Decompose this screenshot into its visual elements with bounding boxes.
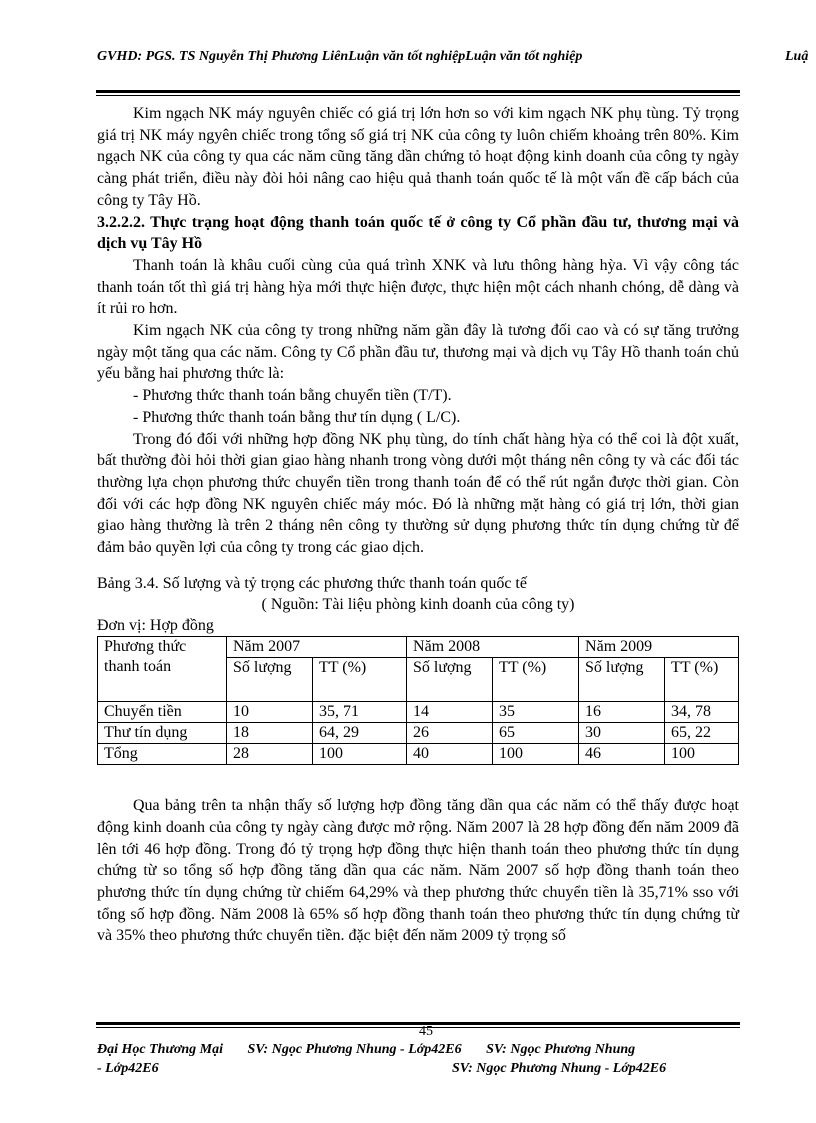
paragraph-2: Thanh toán là khâu cuối cùng của quá trình XNK và lưu thông hàng hỳa. Vì vậy công tác thanh toán tốt thì giá trị hàng hỳa mới thực hiện được, thực hiện một cách nhanh chóng, dễ dàng và ít rủi ro hơn.	[97, 256, 739, 318]
cell: 100	[313, 744, 407, 765]
list-item-lc: - Phương thức thanh toán bằng thư tín dụng ( L/C).	[133, 408, 461, 426]
cell: 14	[407, 702, 493, 723]
cell: 26	[407, 723, 493, 744]
subheader-count: Số lượng	[579, 658, 665, 702]
table-unit: Đơn vị: Hợp đồng	[97, 617, 214, 635]
cell: 18	[227, 723, 313, 744]
footer-student-text: SV: Ngọc Phương Nhung - Lớp42E6	[452, 1061, 667, 1076]
cell: 46	[579, 744, 665, 765]
subheader-pct: TT (%)	[313, 658, 407, 702]
cell: 16	[579, 702, 665, 723]
header-right-text: Luậ	[785, 49, 809, 64]
subheader-pct: TT (%)	[493, 658, 579, 702]
table-source: ( Nguồn: Tài liệu phòng kinh doanh của công ty)	[261, 596, 575, 614]
cell: 34, 78	[665, 702, 739, 723]
paragraph-4: Trong đó đối với những hợp đồng NK phụ tùng, do tính chất hàng hỳa có thể coi là đột xuất, bất thường đòi hỏi thời gian giao hàng nhanh trong vòng dưới một tháng nên công ty và các đối tác thường lựa chọn phương thức chuyển tiền trong thanh toán để có thể rút ngắn được thời gian. Còn đối với các hợp đồng NK nguyên chiếc máy móc. Đó là những mặt hàng có giá trị lớn, thời gian giao hàng thường là trên 2 tháng nên công ty thường sử dụng phương thức tín dụng chứng từ để đảm bảo quyền lợi của công ty trong các giao dịch.	[97, 430, 739, 557]
row-method: Thư tín dụng	[98, 723, 227, 744]
footer-class-text: - Lớp42E6	[97, 1061, 159, 1076]
page-number: 45	[419, 1024, 433, 1039]
header-year-2007: Năm 2007	[227, 637, 407, 658]
cell: 40	[407, 744, 493, 765]
row-method: Tổng	[98, 744, 227, 765]
header-left-text: GVHD: PGS. TS Nguyễn Thị Phương LiênLuận văn tốt nghiệpLuận văn tốt nghiệp	[97, 49, 583, 64]
cell: 35	[493, 702, 579, 723]
footer-line-1: Đại Học Thương Mại SV: Ngọc Phương Nhung - Lớp42E6 SV: Ngọc Phương Nhung	[97, 1042, 636, 1057]
cell: 28	[227, 744, 313, 765]
page-header	[97, 49, 816, 65]
subheader-pct: TT (%)	[665, 658, 739, 702]
section-heading: 3.2.2.2. Thực trạng hoạt động thanh toán quốc tế ở công ty Cổ phần đầu tư, thương mại và dịch vụ Tây Hồ	[97, 213, 739, 253]
table-header-row	[98, 637, 739, 658]
cell: 65	[493, 723, 579, 744]
cell: 100	[493, 744, 579, 765]
subheader-count: Số lượng	[227, 658, 313, 702]
cell: 65, 22	[665, 723, 739, 744]
payment-methods-table	[97, 636, 739, 765]
cell: 10	[227, 702, 313, 723]
table-row	[98, 744, 739, 765]
paragraph-3: Kim ngạch NK của công ty trong những năm gần đây là tương đối cao và có sự tăng trưởng ngày một tăng qua các năm. Công ty Cổ phần đầu tư, thương mại và dịch vụ Tây Hồ thanh toán chủ yếu bằng hai phương thức là:	[97, 322, 739, 383]
cell: 35, 71	[313, 702, 407, 723]
page-footer	[97, 1040, 757, 1078]
header-method: Phương thức thanh toán	[98, 637, 227, 702]
table-row	[98, 723, 739, 744]
table-row	[98, 702, 739, 723]
cell: 100	[665, 744, 739, 765]
list-item-transfer: - Phương thức thanh toán bằng chuyển tiền (T/T).	[133, 387, 452, 405]
cell: 30	[579, 723, 665, 744]
paragraph-1: Kim ngạch NK máy nguyên chiếc có giá trị lớn hơn so với kim ngạch NK phụ tùng. Tỷ trọng giá trị NK máy ngyên chiếc trong tổng số giá trị NK của công ty luôn chiếm khoảng trên 80%. Kim ngạch NK của công ty qua các năm cũng tăng dần chứng tỏ hoạt động kinh doanh của công ty ngày càng phát triển, điều này đòi hỏi nâng cao hiệu quả thanh toán quốc tế là một vấn đề cấp bách của công ty Tây Hồ.	[97, 105, 739, 209]
paragraph-5: Qua bảng trên ta nhận thấy số lượng hợp đồng tăng dần qua các năm có thể thấy được hoạt động kinh doanh của công ty ngày càng được mở rộng. Năm 2007 là 28 hợp đồng đến năm 2009 đã lên tới 46 hợp đồng. Trong đó tỷ trọng hợp đồng thực hiện thanh toán theo phương thức tín dụng chứng từ so tổng số hợp đồng tăng dần qua các năm. Năm 2007 số hợp đồng thanh toán theo phương thức tín dụng chứng từ chiếm 64,29% và thep phương thức chuyển tiền là 35,71% sso với tổng số hợp đồng. Năm 2008 là 65% số hợp đồng thanh toán theo phương thức tín dụng chứng từ và 35% theo phương thức chuyển tiền. đặc biệt đến năm 2009 tỷ trọng số	[97, 797, 739, 945]
header-year-2009: Năm 2009	[579, 637, 739, 658]
subheader-count: Số lượng	[407, 658, 493, 702]
header-rule-thick	[96, 90, 740, 93]
cell: 64, 29	[313, 723, 407, 744]
page-body	[97, 103, 739, 947]
header-year-2008: Năm 2008	[407, 637, 579, 658]
footer-line-2	[97, 1059, 757, 1078]
header-rule-thin	[96, 95, 740, 96]
table-caption: Bảng 3.4. Số lượng và tỷ trọng các phương thức thanh toán quốc tế	[97, 574, 527, 592]
row-method: Chuyển tiền	[98, 702, 227, 723]
